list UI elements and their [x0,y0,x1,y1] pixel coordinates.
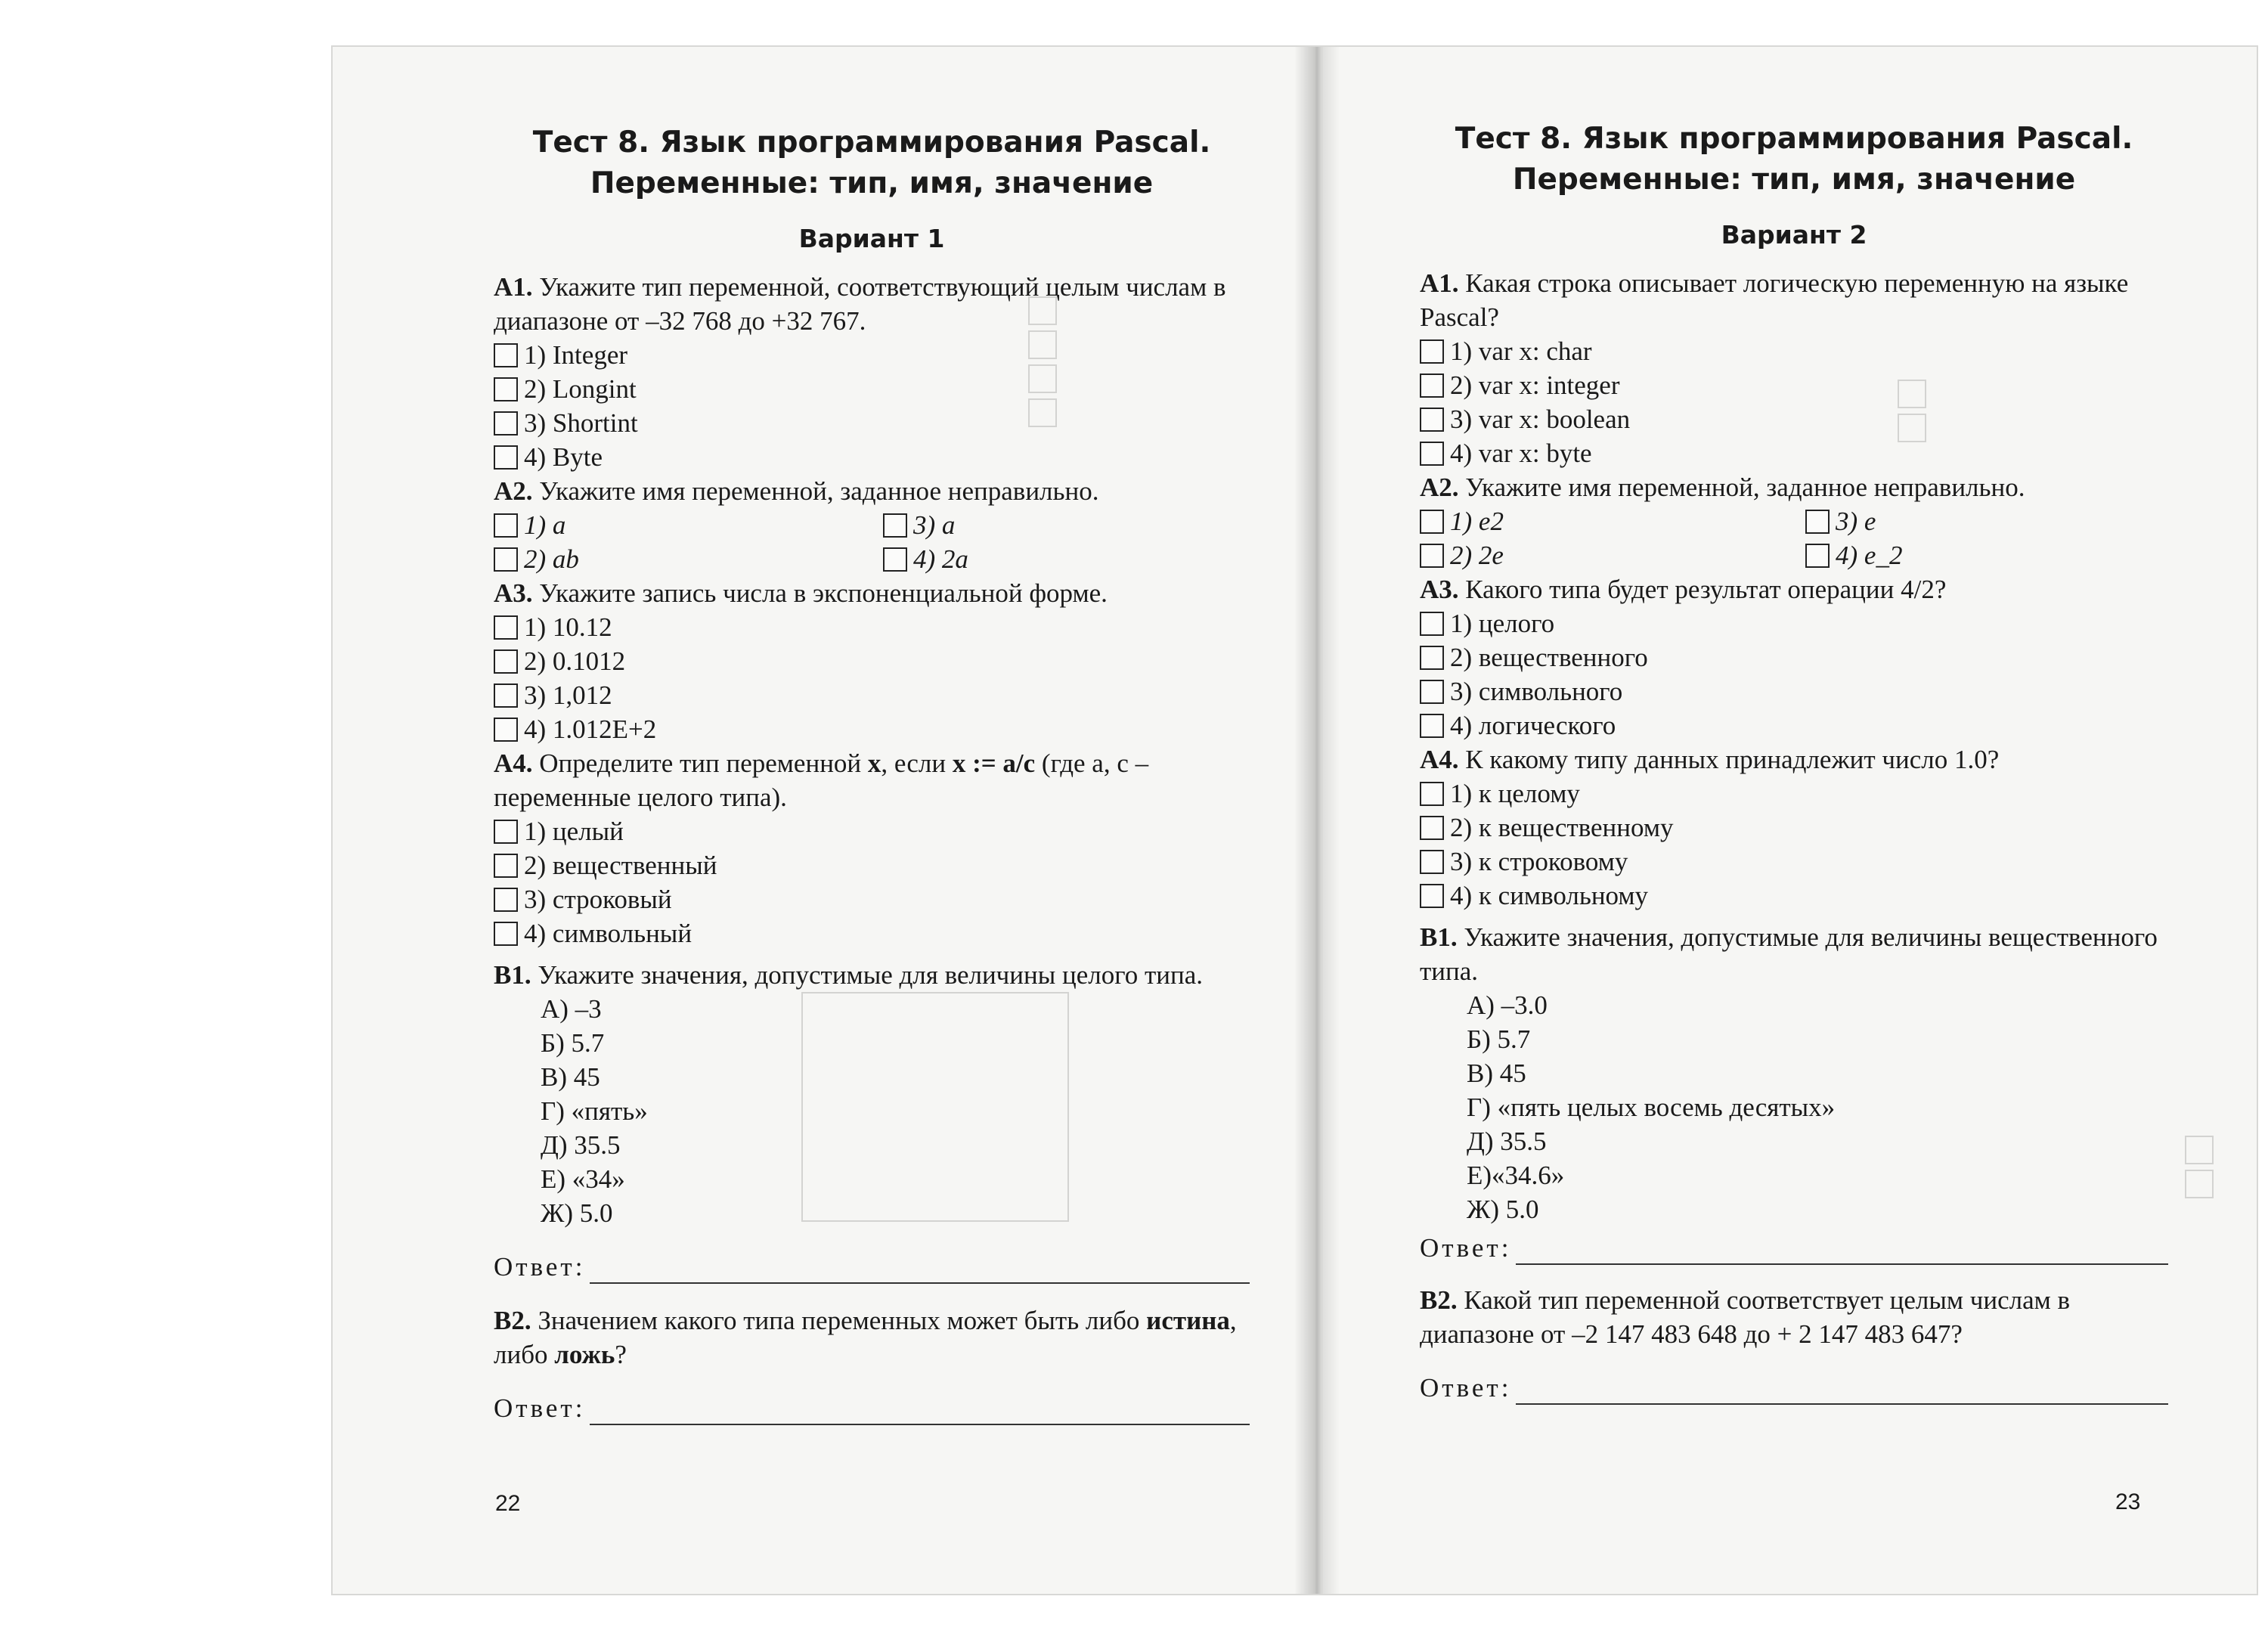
question-text: Укажите имя переменной, заданное неправильно. [539,476,1099,506]
question-text: Какой тип переменной соответствует целым числам в диапазоне от –2 147 483 648 до + 2 147 483 647? [1420,1285,2071,1349]
b1-item: В) 45 [541,1062,600,1092]
checkbox[interactable] [494,718,518,742]
checkbox[interactable] [494,683,518,708]
question-a4 [1420,742,2168,776]
b1-item: Д) 35.5 [541,1130,621,1160]
option[interactable] [494,610,1250,644]
variable-name: x [867,749,881,778]
checkbox[interactable] [1420,408,1444,432]
option[interactable] [494,712,1250,746]
checkbox[interactable] [1420,339,1444,364]
checkbox[interactable] [494,547,518,572]
b1-item: Д) 35.5 [1467,1127,1547,1156]
option-label: 4) 1.012E+2 [524,714,657,744]
answer-field-b2[interactable] [1420,1371,2168,1405]
option-label: 2) вещественного [1450,643,1648,672]
page-title-line1: Тест 8. Язык программирования Pascal. [532,126,1211,160]
option-label: 4) логического [1450,711,1616,740]
option-label: 1) var x: char [1450,336,1592,366]
question-a2 [494,474,1250,508]
option-label: 2) Longint [524,374,637,404]
variant-heading: Вариант 2 [1721,220,1867,250]
question-a4 [494,746,1250,814]
option[interactable] [494,814,1250,848]
question-text: Какого типа будет результат операции 4/2? [1465,575,1947,604]
question-number: A2. [494,476,533,506]
options-grid [494,508,1250,576]
option-label: 1) Integer [524,340,628,370]
option[interactable] [1805,504,2198,538]
checkbox[interactable] [494,411,518,435]
answer-line[interactable] [1516,1381,2168,1405]
option[interactable] [1420,538,1813,572]
option-label: 4) символьный [524,919,692,948]
options-grid [1420,504,2168,572]
option[interactable] [1805,538,2198,572]
option-label: 2) 2e [1450,541,1504,570]
right-page-text [1420,119,2168,1405]
option[interactable] [1420,879,2168,913]
option-label: 2) ab [524,544,579,574]
checkbox[interactable] [1420,374,1444,398]
question-number: A2. [1420,473,1459,502]
question-number: A1. [494,272,533,302]
b1-item: А) –3.0 [1467,990,1548,1020]
answer-field-b1[interactable] [1420,1231,2168,1265]
checkbox[interactable] [883,513,907,538]
option-label: 3) 1,012 [524,680,612,710]
question-b1 [1420,920,2168,988]
b1-item: Б) 5.7 [1467,1024,1531,1054]
checkbox[interactable] [1420,646,1444,670]
question-text: Значением какого типа переменных может быть либо [538,1306,1140,1335]
option-label: 1) целый [524,817,624,846]
option[interactable] [494,678,1250,712]
checkbox[interactable] [494,343,518,367]
checkbox[interactable] [494,854,518,878]
option-label: 3) var x: boolean [1450,405,1631,434]
question-text: Укажите имя переменной, заданное неправильно. [1465,473,2025,502]
option-label: 1) целого [1450,609,1555,638]
option-label: 1) к целому [1450,779,1580,808]
answer-line[interactable] [1516,1241,2168,1265]
checkbox[interactable] [1420,612,1444,636]
question-number: B2. [494,1306,531,1335]
option[interactable] [1420,402,2168,436]
page-title-line1: Тест 8. Язык программирования Pascal. [1455,122,2133,156]
answer-label: Ответ: [1420,1233,1512,1263]
b1-item: Г) «пять» [541,1096,648,1126]
checkbox[interactable] [1805,544,1830,568]
option-label: 1) a [524,510,566,540]
option[interactable] [883,542,1276,576]
option-label: 1) e2 [1450,507,1504,536]
option-label: 3) a [913,510,956,540]
checkbox[interactable] [1420,544,1444,568]
b1-item: В) 45 [1467,1059,1526,1088]
option-label: 3) e [1836,507,1876,536]
option[interactable] [1420,674,2168,708]
option[interactable] [494,338,1250,372]
expression: x := a/c [952,749,1036,778]
option[interactable] [494,644,1250,678]
option-label: 2) к вещественному [1450,813,1674,842]
option[interactable] [1420,504,1813,538]
option-label: 3) к строковому [1450,847,1628,876]
checkbox[interactable] [1420,782,1444,806]
option-label: 4) Byte [524,442,603,472]
answer-line[interactable] [590,1401,1250,1425]
question-number: A4. [494,749,533,778]
checkbox[interactable] [883,547,907,572]
question-a2 [1420,470,2168,504]
question-b1 [494,958,1250,992]
question-a3 [1420,572,2168,606]
question-number: A3. [1420,575,1459,604]
bold-word: истина [1146,1306,1230,1335]
option[interactable] [1420,640,2168,674]
answer-label: Ответ: [494,1393,586,1423]
checkbox[interactable] [1420,510,1444,534]
left-page [333,47,1315,1594]
page-number: 22 [495,1491,521,1516]
question-text: К какому типу данных принадлежит число 1.0? [1465,745,2000,774]
variant-heading: Вариант 1 [798,224,945,253]
b1-item: Б) 5.7 [541,1028,605,1058]
question-number: B2. [1420,1285,1458,1315]
option[interactable] [1420,334,2168,368]
b1-item: А) –3 [541,994,602,1024]
question-text: Какая строка описывает логическую переменную на языке Pascal? [1420,268,2129,332]
b1-item: Г) «пять целых восемь десятых» [1467,1093,1836,1122]
question-text: Определите тип переменной [539,749,862,778]
option-label: 2) 0.1012 [524,646,626,676]
option[interactable] [1420,436,2168,470]
page-number: 23 [2115,1489,2141,1514]
option[interactable] [494,848,1250,882]
question-b2 [1420,1283,2168,1351]
option[interactable] [494,372,1250,406]
checkbox[interactable] [494,922,518,946]
question-a1 [494,270,1250,338]
option-label: 2) вещественный [524,851,717,880]
option[interactable] [1420,776,2168,811]
question-text: Укажите значения, допустимые для величины вещественного типа. [1420,922,2158,986]
checkbox[interactable] [494,377,518,401]
checkbox[interactable] [1420,884,1444,908]
question-number: A3. [494,578,533,608]
answer-field-b2[interactable] [494,1391,1250,1425]
checkbox[interactable] [494,513,518,538]
question-text: , либо [494,1306,1237,1369]
bold-word: ложь [554,1340,615,1369]
option[interactable] [1420,811,2168,845]
question-b2 [494,1303,1250,1372]
question-number: B1. [494,960,531,990]
checkbox[interactable] [1805,510,1830,534]
question-a1 [1420,266,2168,334]
option[interactable] [1420,845,2168,879]
option[interactable] [494,542,887,576]
b1-item: Е)«34.6» [1467,1161,1565,1190]
option-label: 2) var x: integer [1450,370,1620,400]
option[interactable] [494,508,887,542]
option-label: 1) 10.12 [524,612,612,642]
option-label: 4) 2a [913,544,968,574]
option-label: 3) Shortint [524,408,638,438]
checkbox[interactable] [1420,442,1444,466]
option[interactable] [494,882,1250,916]
option[interactable] [494,916,1250,950]
question-text: (где a, c – переменные целого типа). [494,749,1149,812]
checkbox[interactable] [1420,850,1444,874]
question-text: Укажите тип переменной, соответствующий целым числам в диапазоне от –32 768 до +32 767. [494,272,1226,336]
show-through-box [2185,1136,2214,1164]
show-through-box [2185,1170,2214,1198]
page-title-line2: Переменные: тип, имя, значение [590,166,1154,200]
answer-label: Ответ: [494,1252,586,1282]
page-title-line2: Переменные: тип, имя, значение [1512,163,2076,197]
option-label: 4) e_2 [1836,541,1903,570]
question-text: Укажите запись числа в экспоненциальной форме. [539,578,1108,608]
option-label: 3) строковый [524,885,672,914]
b1-item: Ж) 5.0 [1467,1195,1539,1224]
checkbox[interactable] [1420,714,1444,738]
checkbox[interactable] [494,820,518,844]
option[interactable] [1420,708,2168,742]
left-content [494,122,1250,1425]
option[interactable] [494,440,1250,474]
question-number: B1. [1420,922,1458,952]
checkbox[interactable] [494,445,518,470]
option-label: 3) символьного [1450,677,1623,706]
option-label: 4) к символьному [1450,881,1649,910]
question-number: A1. [1420,268,1459,298]
checkbox[interactable] [1420,816,1444,840]
answer-label: Ответ: [1420,1373,1512,1403]
question-number: A4. [1420,745,1459,774]
option-label: 4) var x: byte [1450,439,1592,468]
checkbox[interactable] [494,615,518,640]
question-text: , если [881,749,947,778]
checkbox[interactable] [494,649,518,674]
answer-field-b1[interactable] [494,1250,1250,1284]
option[interactable] [494,406,1250,440]
option[interactable] [883,508,1276,542]
question-a3 [494,576,1250,610]
book-gutter [1294,47,1340,1594]
checkbox[interactable] [1420,680,1444,704]
option[interactable] [1420,368,2168,402]
question-text: Укажите значения, допустимые для величины целого типа. [538,960,1204,990]
answer-line[interactable] [590,1260,1250,1284]
b1-item: Ж) 5.0 [541,1198,613,1228]
checkbox[interactable] [494,888,518,912]
option[interactable] [1420,606,2168,640]
b1-item: Е) «34» [541,1164,625,1194]
question-text: ? [615,1340,627,1369]
